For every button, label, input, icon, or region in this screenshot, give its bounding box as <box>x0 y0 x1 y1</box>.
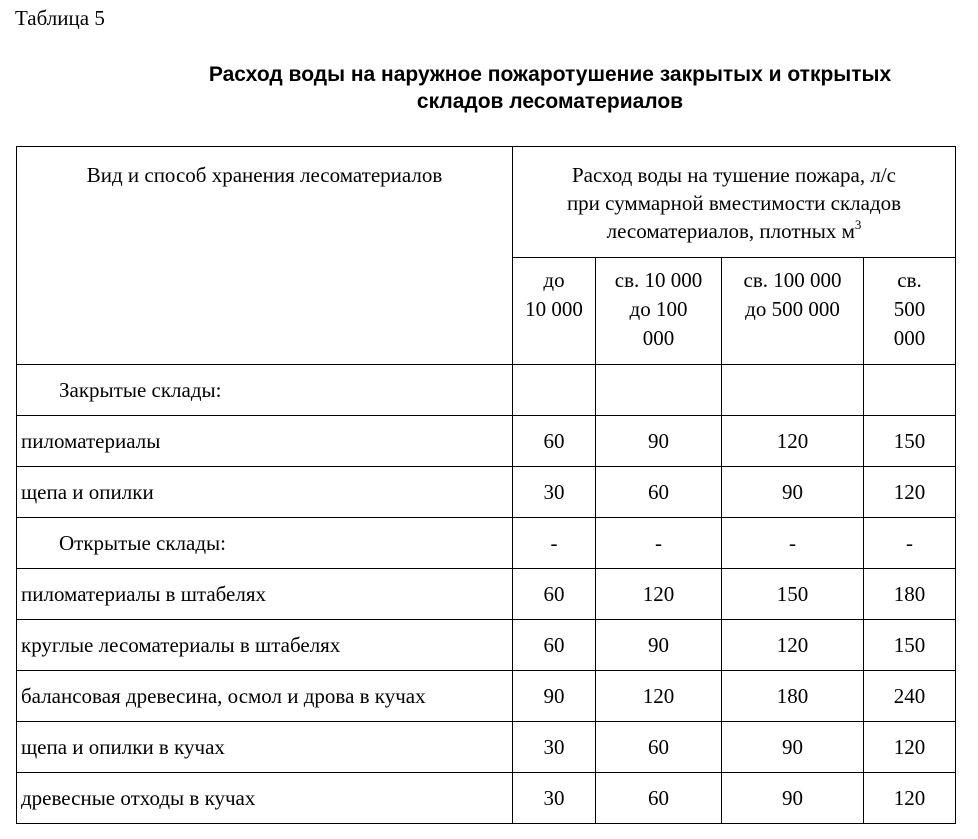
value-cell <box>864 365 956 416</box>
row-label: балансовая древесина, осмол и дрова в кучах <box>17 671 513 722</box>
table-row <box>17 671 956 722</box>
header-capacity-1 <box>513 258 596 365</box>
header-capacity-line: до 100 <box>629 297 688 321</box>
header-capacity-line: св. 100 000 <box>743 268 842 292</box>
header-capacity-3 <box>722 258 864 365</box>
header-water-consumption <box>513 147 956 258</box>
value-cell: 120 <box>864 722 956 773</box>
table-number: Таблица 5 <box>15 6 105 30</box>
value-cell: 120 <box>864 467 956 518</box>
row-label: круглые лесоматериалы в штабелях <box>17 620 513 671</box>
value-cell: 90 <box>722 467 864 518</box>
table-row <box>17 620 956 671</box>
header-capacity-line: 000 <box>642 326 675 350</box>
header-capacity-line: до <box>543 268 565 292</box>
header-group-line-3-text: лесоматериалов, плотных м <box>606 219 855 243</box>
table-title <box>140 61 960 115</box>
value-cell: 30 <box>513 722 596 773</box>
row-label: древесные отходы в кучах <box>17 773 513 824</box>
table-row <box>17 518 956 569</box>
value-cell <box>513 365 596 416</box>
value-cell: 30 <box>513 467 596 518</box>
header-capacity-line: до 500 000 <box>745 297 840 321</box>
row-label: пиломатериалы <box>17 416 513 467</box>
section-label: Закрытые склады: <box>17 365 513 416</box>
value-cell: 60 <box>513 569 596 620</box>
table-row <box>17 416 956 467</box>
value-cell: 180 <box>864 569 956 620</box>
cubic-superscript: 3 <box>854 217 862 232</box>
value-cell <box>722 365 864 416</box>
value-cell: 150 <box>864 416 956 467</box>
value-cell: 120 <box>596 671 722 722</box>
header-capacity-line: 000 <box>893 326 926 350</box>
value-cell: 180 <box>722 671 864 722</box>
value-cell: 30 <box>513 773 596 824</box>
value-cell: 90 <box>513 671 596 722</box>
header-capacity-line: св. <box>897 268 922 292</box>
section-label: Открытые склады: <box>17 518 513 569</box>
table-row <box>17 722 956 773</box>
value-cell: 120 <box>864 773 956 824</box>
value-cell: 90 <box>722 722 864 773</box>
water-consumption-table <box>16 146 956 824</box>
value-cell: 120 <box>722 416 864 467</box>
value-cell: 60 <box>596 722 722 773</box>
value-cell <box>596 365 722 416</box>
header-capacity-line: св. 10 000 <box>614 268 703 292</box>
header-capacity-2 <box>596 258 722 365</box>
header-storage-type: Вид и способ хранения лесоматериалов <box>17 147 513 365</box>
value-cell: 90 <box>722 773 864 824</box>
table-row <box>17 569 956 620</box>
header-capacity-4 <box>864 258 956 365</box>
table-title-line-1: Расход воды на наружное пожаротушение закрытых и открытых <box>208 63 892 86</box>
value-cell: - <box>513 518 596 569</box>
header-group-line-3 <box>513 217 955 245</box>
table-row <box>17 365 956 416</box>
header-group-line-1: Расход воды на тушение пожара, л/с <box>571 163 897 187</box>
value-cell: 60 <box>596 773 722 824</box>
row-label: щепа и опилки в кучах <box>17 722 513 773</box>
value-cell: 60 <box>513 416 596 467</box>
value-cell: 150 <box>864 620 956 671</box>
value-cell: 60 <box>596 467 722 518</box>
header-capacity-line: 500 <box>893 297 926 321</box>
table-row <box>17 773 956 824</box>
row-label: пиломатериалы в штабелях <box>17 569 513 620</box>
table-row <box>17 467 956 518</box>
value-cell: 90 <box>596 620 722 671</box>
value-cell: 90 <box>596 416 722 467</box>
table-title-line-2: складов лесоматериалов <box>416 90 684 113</box>
value-cell: - <box>596 518 722 569</box>
row-label: щепа и опилки <box>17 467 513 518</box>
header-capacity-line: 10 000 <box>525 297 583 321</box>
value-cell: - <box>722 518 864 569</box>
value-cell: 240 <box>864 671 956 722</box>
value-cell: - <box>864 518 956 569</box>
header-group-line-2: при суммарной вместимости складов <box>566 191 902 215</box>
value-cell: 120 <box>596 569 722 620</box>
value-cell: 60 <box>513 620 596 671</box>
value-cell: 120 <box>722 620 864 671</box>
value-cell: 150 <box>722 569 864 620</box>
